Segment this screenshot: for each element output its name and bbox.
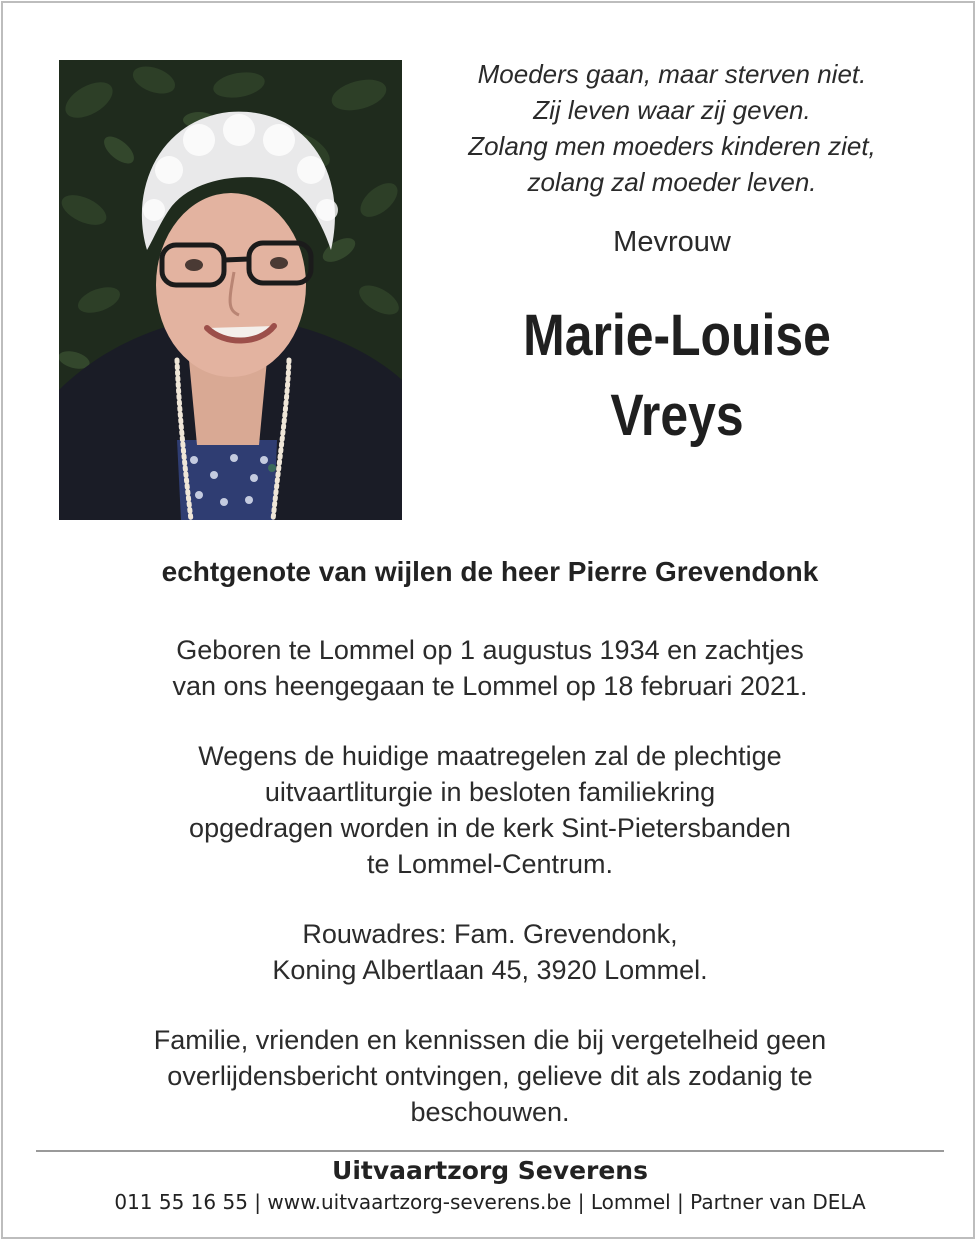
portrait-photo <box>59 60 402 520</box>
address-paragraph <box>60 916 920 988</box>
poem-line: Moeders gaan, maar sterven niet. <box>477 59 867 89</box>
company-contact: 011 55 16 55 | www.uitvaartzorg-severens.be | Lommel | Partner van DELA <box>114 1190 866 1214</box>
paragraph-line: uitvaartliturgie in besloten familiekring <box>264 777 716 807</box>
poem-line: zolang zal moeder leven. <box>527 167 817 197</box>
last-name: Vreys <box>610 383 744 448</box>
notice-paragraph <box>60 1022 920 1130</box>
first-name: Marie-Louise <box>523 303 831 368</box>
birth-death-paragraph <box>60 632 920 704</box>
paragraph-line: opgedragen worden in de kerk Sint-Pietersbanden <box>189 813 791 843</box>
paragraph-line: beschouwen. <box>410 1097 570 1127</box>
paragraph-line: Geboren te Lommel op 1 augustus 1934 en zachtjes <box>176 635 804 665</box>
paragraph-line: Familie, vrienden en kennissen die bij vergetelheid geen <box>153 1025 827 1055</box>
spouse-line: echtgenote van wijlen de heer Pierre Grevendonk <box>161 556 819 587</box>
paragraph-line: van ons heengegaan te Lommel op 18 februari 2021. <box>172 671 808 701</box>
company-name: Uitvaartzorg Severens <box>332 1156 648 1185</box>
paragraph-line: Koning Albertlaan 45, 3920 Lommel. <box>272 955 708 985</box>
paragraph-line: Rouwadres: Fam. Grevendonk, <box>302 919 678 949</box>
poem-line: Zolang men moeders kinderen ziet, <box>468 131 876 161</box>
poem-line: Zij leven waar zij geven. <box>533 95 811 125</box>
paragraph-line: overlijdensbericht ontvingen, gelieve dit als zodanig te <box>167 1061 813 1091</box>
honorific: Mevrouw <box>613 226 731 258</box>
deceased-name <box>447 296 906 456</box>
ceremony-paragraph <box>60 738 920 882</box>
footer-divider <box>36 1150 944 1152</box>
paragraph-line: Wegens de huidige maatregelen zal de plechtige <box>198 741 782 771</box>
paragraph-line: te Lommel-Centrum. <box>366 849 614 879</box>
poem <box>410 56 934 200</box>
